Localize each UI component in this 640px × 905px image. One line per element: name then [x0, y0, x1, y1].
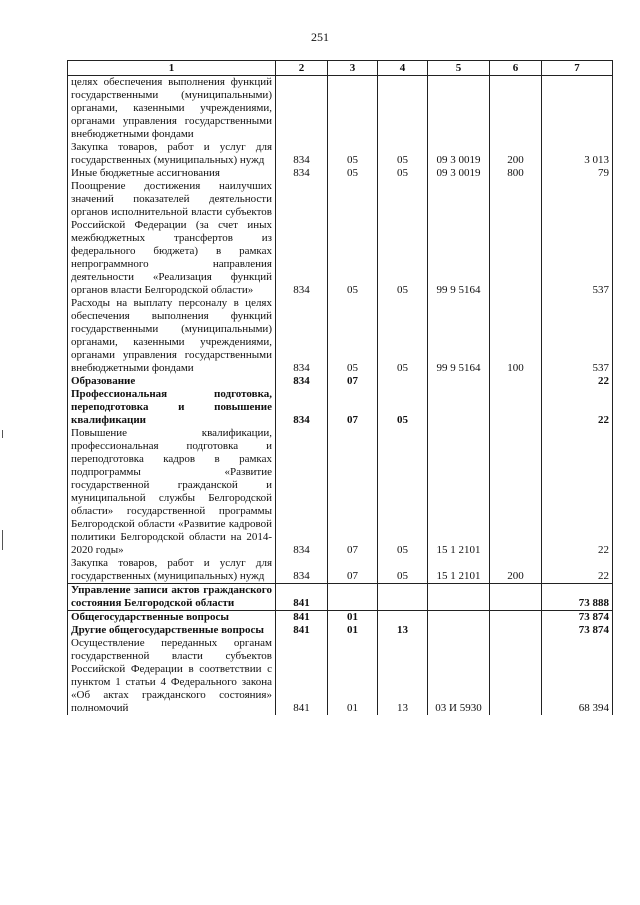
row-col-3: 01: [328, 624, 378, 637]
row-col-7: 22: [542, 375, 613, 388]
row-name: Осуществление переданных органам государственной власти субъектов Российской Федерации в соответствии с пунктом 1 статьи 4 Федерального закона «Об актах гражданского состояния» полномочий: [68, 637, 276, 715]
row-col-2: 834: [276, 388, 328, 427]
row-col-5: 15 1 2101: [428, 427, 490, 557]
row-col-2: 834: [276, 427, 328, 557]
row-name: Общегосударственные вопросы: [68, 611, 276, 625]
row-col-2: 841: [276, 611, 328, 625]
table-row: [68, 584, 613, 611]
table-row: [68, 375, 613, 388]
row-name: целях обеспечения выполнения функций государственными (муниципальными) органами, казенными учреждениями, органами управления государственными внебюджетными фондами: [68, 76, 276, 142]
row-col-5: 15 1 2101: [428, 557, 490, 584]
row-col-6: [490, 180, 542, 297]
header-col-5: 5: [428, 61, 490, 76]
row-col-5: [428, 584, 490, 611]
row-col-6: 200: [490, 557, 542, 584]
margin-mark: [2, 530, 3, 550]
row-name: Поощрение достижения наилучших значений показателей деятельности органов исполнительной власти субъектов Российской Федерации (за счет иных межбюджетных трансфертов из федерального бюджета) в рамках непрограммного направления деятельности «Реализация функций органов власти Белгородской области»: [68, 180, 276, 297]
row-name: Иные бюджетные ассигнования: [68, 167, 276, 180]
row-col-7: [542, 76, 613, 142]
row-col-3: 05: [328, 141, 378, 167]
header-col-7: 7: [542, 61, 613, 76]
row-col-3: 07: [328, 427, 378, 557]
row-col-6: 800: [490, 167, 542, 180]
row-col-3: [328, 584, 378, 611]
row-col-5: 09 3 0019: [428, 141, 490, 167]
row-col-2: 841: [276, 584, 328, 611]
row-col-7: 22: [542, 427, 613, 557]
table-row: [68, 141, 613, 167]
row-name: Управление записи актов гражданского состояния Белгородской области: [68, 584, 276, 611]
row-col-2: 841: [276, 637, 328, 715]
row-col-6: [490, 584, 542, 611]
row-name: Образование: [68, 375, 276, 388]
row-col-7: 68 394: [542, 637, 613, 715]
row-col-2: 834: [276, 180, 328, 297]
row-col-5: [428, 624, 490, 637]
row-col-7: 73 874: [542, 611, 613, 625]
table-row: [68, 297, 613, 375]
row-col-3: 07: [328, 375, 378, 388]
row-col-4: [378, 611, 428, 625]
row-col-4: 05: [378, 297, 428, 375]
row-col-3: [328, 76, 378, 142]
row-name: Повышение квалификации, профессиональная подготовка и переподготовка кадров в рамках подпрограммы «Развитие государственной гражданской и муниципальной службы Белгородской области» государственной программы Белгородской области «Развитие кадровой политики Белгородской области на 2014-2020 годы»: [68, 427, 276, 557]
row-col-4: 13: [378, 637, 428, 715]
row-col-3: 01: [328, 611, 378, 625]
row-col-4: 05: [378, 557, 428, 584]
row-col-6: [490, 427, 542, 557]
row-col-7: 22: [542, 388, 613, 427]
row-col-6: [490, 624, 542, 637]
row-col-2: 834: [276, 375, 328, 388]
row-name: Закупка товаров, работ и услуг для государственных (муниципальных) нужд: [68, 557, 276, 584]
row-col-7: 537: [542, 297, 613, 375]
row-col-7: 22: [542, 557, 613, 584]
row-col-2: 834: [276, 141, 328, 167]
row-col-3: 01: [328, 637, 378, 715]
row-col-4: 05: [378, 141, 428, 167]
table-row: [68, 427, 613, 557]
row-col-4: 05: [378, 167, 428, 180]
row-col-3: 05: [328, 297, 378, 375]
row-col-5: 99 9 5164: [428, 297, 490, 375]
row-col-5: [428, 388, 490, 427]
table-row: [68, 637, 613, 715]
row-col-5: 09 3 0019: [428, 167, 490, 180]
page-number: 251: [311, 30, 329, 44]
row-col-5: [428, 76, 490, 142]
table-row: [68, 388, 613, 427]
row-col-3: 07: [328, 388, 378, 427]
row-col-5: 99 9 5164: [428, 180, 490, 297]
table-row: [68, 167, 613, 180]
table-header-row: [68, 61, 613, 76]
row-col-4: 05: [378, 427, 428, 557]
row-col-4: 05: [378, 388, 428, 427]
row-col-6: [490, 375, 542, 388]
table-row: [68, 611, 613, 625]
row-col-7: 3 013: [542, 141, 613, 167]
row-col-3: 07: [328, 557, 378, 584]
row-col-2: 834: [276, 167, 328, 180]
row-col-2: 834: [276, 297, 328, 375]
row-col-2: [276, 76, 328, 142]
row-col-3: 05: [328, 167, 378, 180]
row-col-7: 537: [542, 180, 613, 297]
header-col-4: 4: [378, 61, 428, 76]
row-col-6: 100: [490, 297, 542, 375]
row-col-6: [490, 76, 542, 142]
row-col-5: [428, 375, 490, 388]
table-row: [68, 76, 613, 142]
row-col-6: [490, 611, 542, 625]
row-col-4: [378, 76, 428, 142]
row-col-4: 13: [378, 624, 428, 637]
header-col-2: 2: [276, 61, 328, 76]
header-col-1: 1: [68, 61, 276, 76]
row-col-2: 834: [276, 557, 328, 584]
table-row: [68, 180, 613, 297]
table-row: [68, 557, 613, 584]
row-name: Другие общегосударственные вопросы: [68, 624, 276, 637]
margin-mark: [2, 430, 3, 438]
row-col-6: [490, 637, 542, 715]
row-col-7: 79: [542, 167, 613, 180]
row-col-4: 05: [378, 180, 428, 297]
row-name: Закупка товаров, работ и услуг для государственных (муниципальных) нужд: [68, 141, 276, 167]
row-col-4: [378, 375, 428, 388]
row-name: Профессиональная подготовка, переподготовка и повышение квалификации: [68, 388, 276, 427]
row-col-3: 05: [328, 180, 378, 297]
row-col-2: 841: [276, 624, 328, 637]
table-row: [68, 624, 613, 637]
header-col-3: 3: [328, 61, 378, 76]
header-col-6: 6: [490, 61, 542, 76]
row-col-5: 03 И 5930: [428, 637, 490, 715]
budget-table: [67, 60, 613, 715]
row-name: Расходы на выплату персоналу в целях обеспечения выполнения функций государственными (муниципальными) органами, казенными учреждениями, органами управления государственными внебюджетными фондами: [68, 297, 276, 375]
row-col-7: 73 888: [542, 584, 613, 611]
row-col-7: 73 874: [542, 624, 613, 637]
row-col-5: [428, 611, 490, 625]
row-col-4: [378, 584, 428, 611]
row-col-6: [490, 388, 542, 427]
row-col-6: 200: [490, 141, 542, 167]
